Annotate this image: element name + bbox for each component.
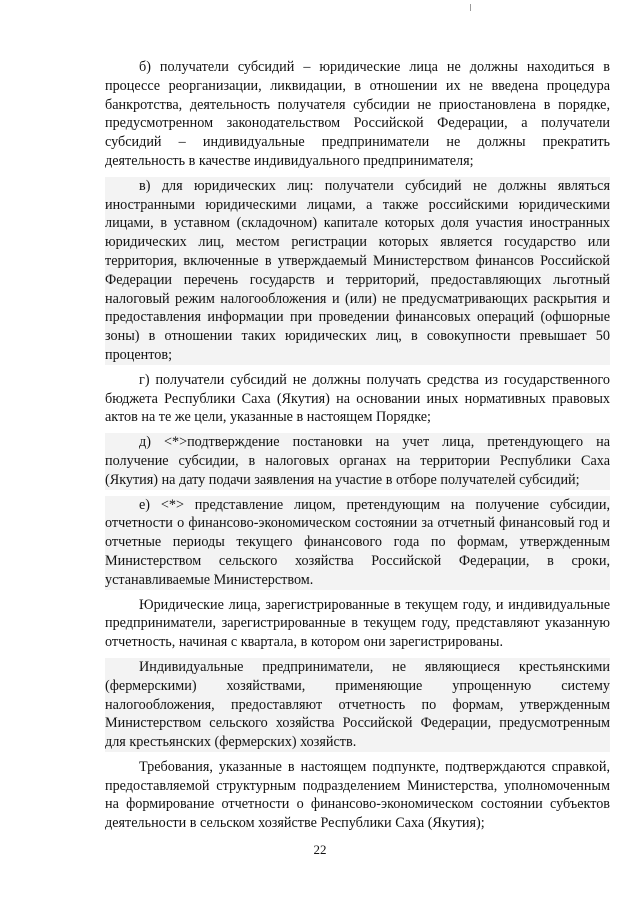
paragraph-d: д) <*>подтверждение постановки на учет лица, претендующего на получение субсидии, в налоговых органах на территории Республики Саха (Якутия) на дату подачи заявления на участие в отборе получателей субсидий;	[105, 434, 610, 488]
paragraph-b: б) получатели субсидий – юридические лица не должны находиться в процессе реорганизации, ликвидации, в отношении их не введена процедура банкротства, деятельность получателя субсидии не приостановлена в порядке, предусмотренном законодательством Российской Федерации, а получатели субсидий – индивидуальные предприниматели не должны прекратить деятельность в качестве индивидуального предпринимателя;	[105, 59, 610, 169]
scan-artifact-mark	[470, 4, 471, 11]
paragraph-newly-registered: Юридические лица, зарегистрированные в текущем году, и индивидуальные предприниматели, зарегистрированные в текущем году, представляют указанную отчетность, начиная с квартала, в котором они зарегистрированы.	[105, 596, 610, 651]
document-body	[105, 58, 610, 839]
paragraph-e: е) <*> представление лицом, претендующим на получение субсидии, отчетности о финансово-экономическом состоянии за отчетный финансовый год и отчетные периоды текущего финансового года по формам, утвержденным Министерством сельского хозяйства Российской Федерации, в сроки, устанавливаемые Министерством.	[105, 496, 610, 588]
paragraph-individual-entrepreneurs: Индивидуальные предприниматели, не являющиеся крестьянскими (фермерскими) хозяйствами, применяющие упрощенную систему налогообложения, предоставляют отчетность по формам, утвержденным Министерством сельского хозяйства Российской Федерации, предусмотренным для крестьянских (фермерских) хозяйств.	[105, 658, 610, 751]
paragraph-g: г) получатели субсидий не должны получать средства из государственного бюджета Республики Саха (Якутия) на основании иных нормативных правовых актов на те же цели, указанные в настоящем Порядке;	[105, 371, 610, 426]
page-number: 22	[313, 842, 327, 857]
paragraph-v: в) для юридических лиц: получатели субсидий не должны являться иностранными юридическими лицами, а также российскими юридическими лицами, в уставном (складочном) капитале которых доля участия иностранных юридических лиц, местом регистрации которых является государство или территория, включенные в утверждаемый Министерством финансов Российской Федерации перечень государств и территорий, предоставляющих льготный налоговый режим налогообложения и (или) не предусматривающих раскрытия и предоставления информации при проведении финансовых операций (офшорные зоны) в отношении таких юридических лиц, в совокупности превышает 50 процентов;	[105, 177, 610, 363]
paragraph-requirements: Требования, указанные в настоящем подпункте, подтверждаются справкой, предоставляемой структурным подразделением Министерства, уполномоченным на формирование отчетности о финансово-экономическом состоянии субъектов деятельности в сельском хозяйстве Республики Саха (Якутия);	[105, 758, 610, 832]
